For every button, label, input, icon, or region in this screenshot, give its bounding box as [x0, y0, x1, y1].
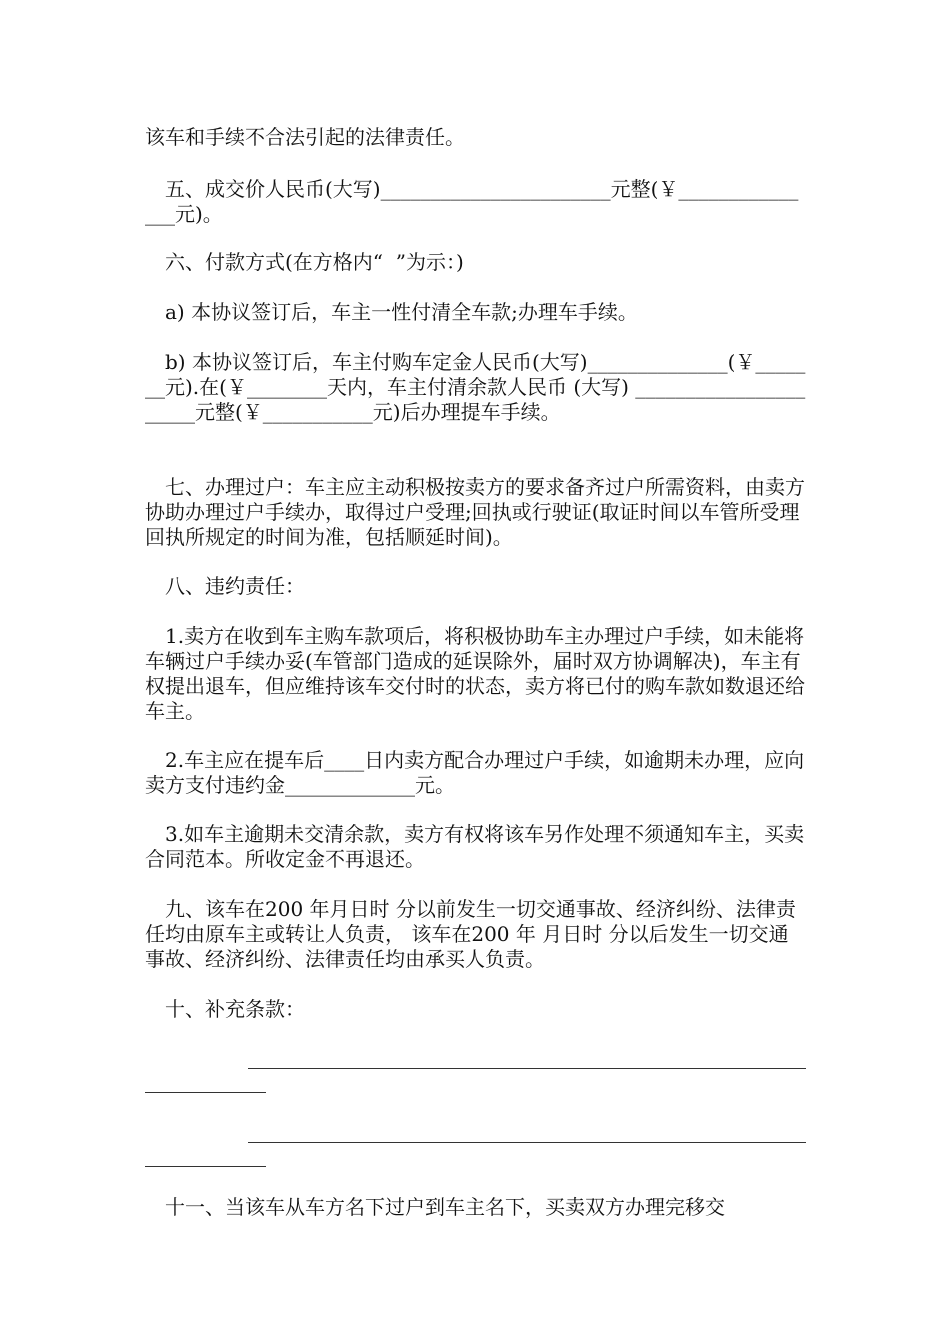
paragraph-payment-method: 六、付款方式(在方格内“ ”为示：) [165, 250, 464, 274]
paragraph-breach-heading: 八、违约责任： [165, 574, 305, 598]
blank-line [248, 1142, 806, 1143]
paragraph-transfer-complete: 十一、当该车从车方名下过户到车主名下，买卖双方办理完移交 [165, 1195, 725, 1219]
paragraph-supplementary-heading: 十、补充条款： [165, 997, 305, 1021]
blank-line [145, 1166, 266, 1167]
paragraph-liability-date: 九、该车在200 年月日时 分以前发生一切交通事故、经济纠纷、法律责任均由原车主或转让人负责， 该车在200 年 月日时 分以后发生一切交通事故、经济纠纷、法律责任均由承买人负责。 [145, 897, 796, 971]
paragraph-breach-2: 2.车主应在提车后____日内卖方配合办理过户手续，如逾期未办理，应向卖方支付违约金_____________元。 [145, 748, 805, 797]
blank-line [145, 1092, 266, 1093]
paragraph-legal-liability: 该车和手续不合法引起的法律责任。 [145, 125, 465, 149]
blank-line [248, 1068, 806, 1069]
paragraph-payment-b: b) 本协议签订后，车主付购车定金人民币(大写)______________(￥_______元).在(￥________天内，车主付清余款人民币 (大写) ______________________元整(￥___________元)后办理提车手续。 [145, 350, 806, 424]
paragraph-payment-a: a) 本协议签订后，车主一性付清全车款;办理车手续。 [165, 300, 638, 324]
paragraph-transfer: 七、办理过户：车主应主动积极按卖方的要求备齐过户所需资料，由卖方协助办理过户手续办，取得过户受理;回执或行驶证(取证时间以车管所受理回执所规定的时间为准，包括顺延时间)。 [145, 475, 805, 549]
paragraph-price: 五、成交价人民币(大写)_______________________元整(￥_______________元)。 [145, 177, 799, 226]
paragraph-breach-3: 3.如车主逾期未交清余款，卖方有权将该车另作处理不须通知车主，买卖合同范本。所收定金不再退还。 [145, 822, 805, 871]
paragraph-breach-1: 1.卖方在收到车主购车款项后，将积极协助车主办理过户手续，如未能将车辆过户手续办妥(车管部门造成的延误除外，届时双方协调解决)，车主有权提出退车，但应维持该车交付时的状态，卖方将已付的购车款如数退还给车主。 [145, 624, 805, 723]
